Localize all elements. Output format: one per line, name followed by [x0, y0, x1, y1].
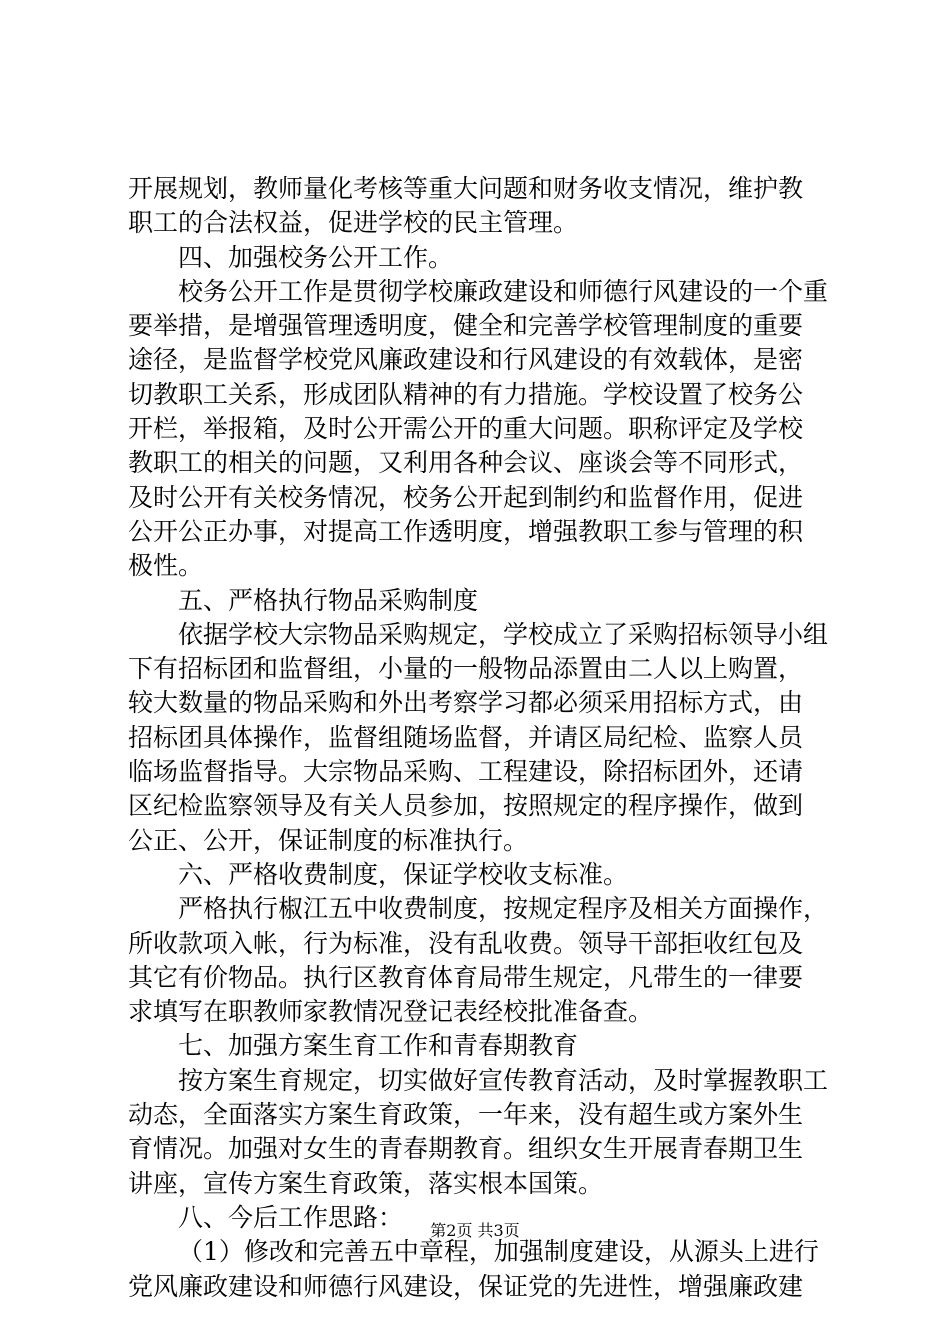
text-line: （1）修改和完善五中章程，加强制度建设，从源头上进行	[178, 1237, 819, 1267]
document-body	[128, 172, 830, 1304]
text-line: 较大数量的物品采购和外出考察学习都必须采用招标方式，由	[128, 688, 804, 718]
text-line: 党风廉政建设和师德行风建设，保证党的先进性，增强廉政建	[128, 1271, 804, 1301]
text-line: 要举措，是增强管理透明度，健全和完善学校管理制度的重要	[128, 311, 804, 341]
text-line: 八、今后工作思路：	[178, 1202, 404, 1232]
text-line: 开栏，举报箱，及时公开需公开的重大问题。职称评定及学校	[128, 414, 804, 444]
text-line: 下有招标团和监督组，小量的一般物品添置由二人以上购置，	[128, 654, 804, 684]
text-line: 七、加强方案生育工作和青春期教育	[178, 1031, 579, 1061]
text-line: 开展规划，教师量化考核等重大问题和财务收支情况，维护教	[128, 174, 804, 203]
text-line: 严格执行椒江五中收费制度，按规定程序及相关方面操作，	[178, 894, 829, 924]
text-line: 校务公开工作是贯彻学校廉政建设和师德行风建设的一个重	[178, 276, 829, 306]
text-line: 临场监督指导。大宗物品采购、工程建设，除招标团外，还请	[128, 757, 804, 787]
text-line: 讲座，宣传方案生育政策，落实根本国策。	[128, 1168, 604, 1198]
text-line: 公开公正办事，对提高工作透明度，增强教职工参与管理的积	[128, 516, 804, 546]
text-line: 教职工的相关的问题，又利用各种会议、座谈会等不同形式，	[128, 448, 804, 478]
text-line: 六、严格收费制度，保证学校收支标准。	[178, 859, 629, 889]
text-line: 职工的合法权益，促进学校的民主管理。	[128, 208, 579, 238]
text-line: 所收款项入帐，行为标准，没有乱收费。领导干部拒收红包及	[128, 928, 804, 958]
text-line: 公正、公开，保证制度的标准执行。	[128, 825, 529, 855]
text-line: 四、加强校务公开工作。	[178, 242, 454, 272]
text-line: 按方案生育规定，切实做好宣传教育活动，及时掌握教职工	[178, 1065, 829, 1095]
text-line: 极性。	[128, 551, 204, 581]
text-line: 途径，是监督学校党风廉政建设和行风建设的有效载体，是密	[128, 345, 804, 375]
text-line: 动态，全面落实方案生育政策，一年来，没有超生或方案外生	[128, 1100, 804, 1130]
text-line: 育情况。加强对女生的青春期教育。组织女生开展青春期卫生	[128, 1134, 804, 1164]
text-line: 其它有价物品。执行区教育体育局带生规定，凡带生的一律要	[128, 962, 804, 992]
text-line: 切教职工关系，形成团队精神的有力措施。学校设置了校务公	[128, 379, 804, 409]
text-line: 五、严格执行物品采购制度	[178, 585, 479, 615]
text-line: 区纪检监察领导及有关人员参加，按照规定的程序操作，做到	[128, 791, 804, 821]
text-line: 依据学校大宗物品采购规定，学校成立了采购招标领导小组	[178, 619, 829, 649]
text-line: 招标团具体操作，监督组随场监督，并请区局纪检、监察人员	[128, 722, 804, 752]
text-line: 及时公开有关校务情况，校务公开起到制约和监督作用，促进	[128, 482, 804, 512]
page-footer: 第2页 共3页	[430, 1221, 520, 1240]
text-line: 求填写在职教师家教情况登记表经校批准备查。	[128, 997, 654, 1027]
